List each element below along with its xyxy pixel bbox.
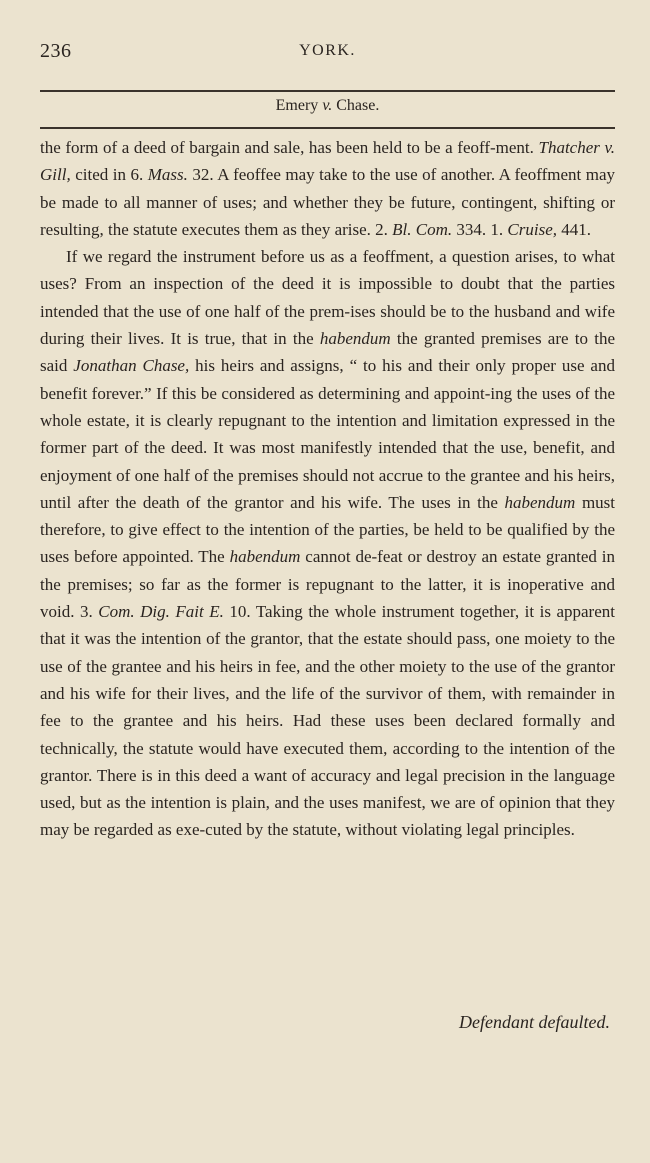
- paragraph-1: [40, 134, 615, 243]
- citation-text: Mass.: [147, 165, 188, 185]
- body-text-run: 10. Taking the whole instrument together, it is apparent that it was the intention of the grantor, that the estate should pass, one moiety to the use of the grantee and his heirs in fee, and the other moiety to the use of the grantor and his wife for their lives, and the life of the survivor of them, with remainder in fee to the grantee and his heirs. Had these uses been declared formally and technically, the statute would have executed them, according to the intention of the grantor. There is in this deed a want of accuracy and legal precision in the language used, but as the intention is plain, and the uses manifest, we are of opinion that they may be regarded as exe-cuted by the statute, without violating legal principles.: [40, 602, 615, 840]
- citation-text: Cruise,: [507, 219, 557, 239]
- citation-text: habendum: [319, 329, 391, 349]
- body-text-run: the granted premises are to the said: [40, 329, 616, 376]
- case-versus: v.: [322, 97, 333, 114]
- citation-text: Jonathan Chase,: [73, 356, 190, 376]
- page-header: [40, 40, 615, 66]
- citation-text: habendum: [504, 492, 576, 512]
- body-text-run: 32. A feoffee may take to the use of another. A feoffment may be made to all manner of uses; and whether they be future, contingent, shifting or resulting, the statute executes them as they arise. 2.: [40, 165, 616, 239]
- body-text: [40, 134, 615, 844]
- closing-line: Defendant defaulted.: [459, 1012, 610, 1032]
- case-plaintiff: Emery: [275, 97, 319, 114]
- body-text-run: must therefore, to give effect to the intention of the parties, be held to be qualified by the uses before appointed. The: [40, 492, 616, 567]
- citation-text: Com. Dig. Fait E.: [98, 602, 224, 622]
- body-text-run: 441.: [557, 219, 591, 239]
- page-number: 236: [40, 40, 72, 62]
- header-rule-bottom: [40, 127, 615, 129]
- citation-text: habendum: [229, 547, 301, 567]
- body-text-run: his heirs and assigns, “ to his and their only proper use and benefit forever.” If this be considered as determining and appoint-ing the uses of the whole estate, it is clearly repugnant to the intention and limitation expressed in the former part of the deed. It was most manifestly intended that the use, benefit, and enjoyment of one half of the premises should not accrue to the grantee and his heirs, until after the death of the grantor and his wife. The uses in the: [40, 356, 615, 512]
- body-text-run: If we regard the instrument before us as a feoffment, a question arises, to what uses? From an inspection of the deed it is impossible to doubt that the parties intended that the use of one half of the prem-ises should be to the husband and wife during their lives. It is true, that in the: [40, 247, 615, 349]
- case-title: [40, 97, 615, 115]
- body-text-run: cannot de-feat or destroy an estate granted in the premises; so far as the former is repugnant to the latter, it is inoperative and void. 3.: [40, 547, 615, 622]
- body-text-run: the form of a deed of bargain and sale, has been held to be a feoff-ment.: [40, 138, 539, 157]
- running-title: YORK.: [299, 42, 356, 59]
- body-text-run: 334. 1.: [452, 219, 508, 239]
- body-text-run: cited in 6.: [70, 165, 148, 185]
- citation-text: Bl. Com.: [392, 219, 453, 239]
- citation-text: Thatcher v. Gill,: [40, 138, 616, 185]
- header-rule-top: [40, 90, 615, 92]
- paragraph-2: [40, 243, 615, 844]
- case-defendant: Chase.: [336, 97, 380, 114]
